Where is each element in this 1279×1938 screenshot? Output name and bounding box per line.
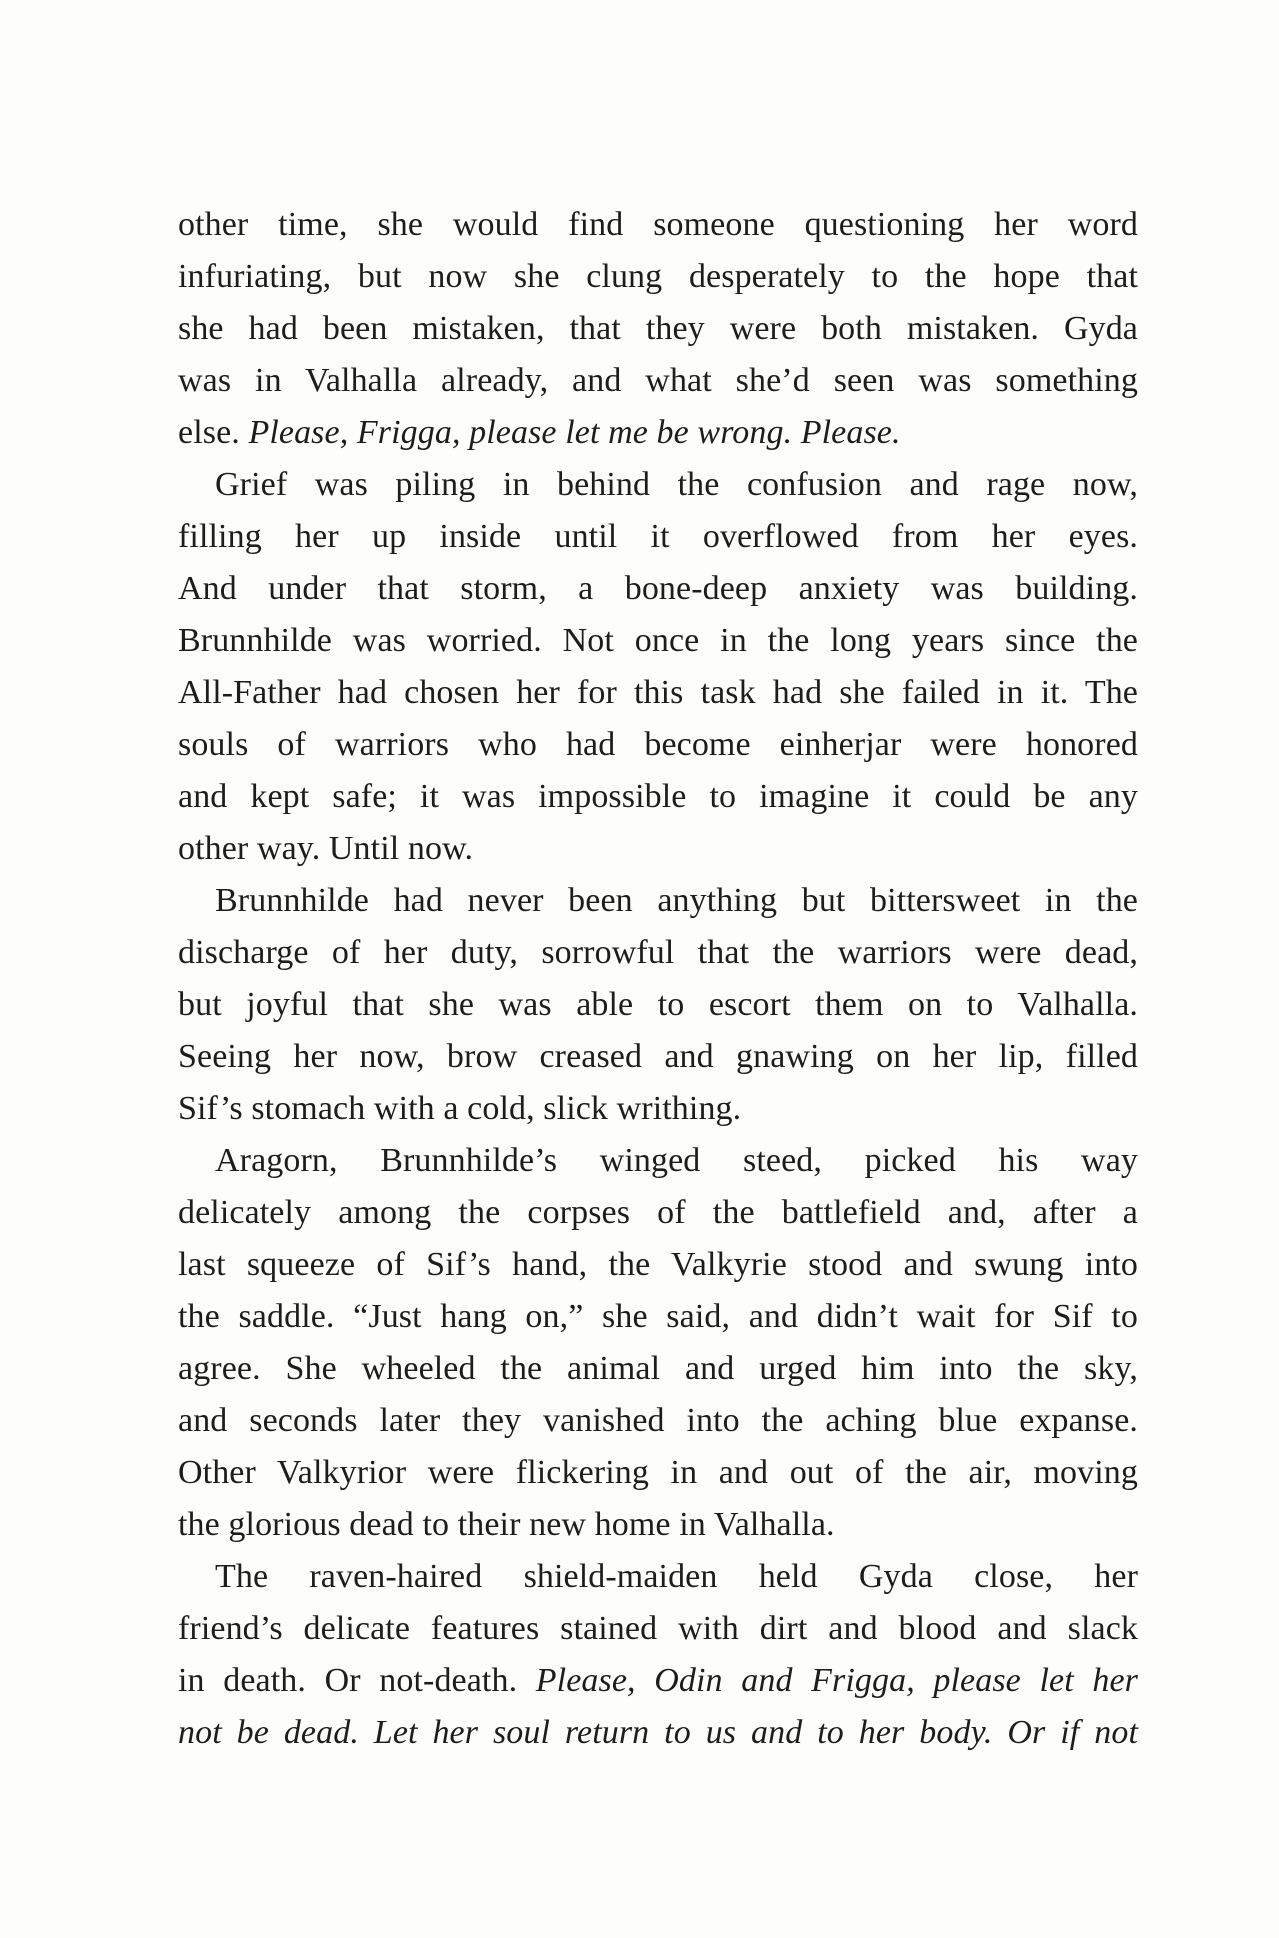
italic-text-segment: not be dead. Let her soul return to us and to her body. Or if not — [178, 1714, 1138, 1751]
text-line-p2-l7 — [178, 771, 1138, 823]
text-segment: Brunnhilde was worried. Not once in the long years since the — [178, 622, 1138, 659]
text-segment: infuriating, but now she clung desperately to the hope that — [178, 258, 1138, 295]
text-line-p5-l2 — [178, 1603, 1138, 1655]
italic-text-segment: Please, Odin and Frigga, please let her — [535, 1662, 1139, 1699]
text-line-p4-l1 — [178, 1135, 1138, 1187]
text-segment: Other Valkyrior were flickering in and out of the air, moving — [178, 1454, 1138, 1491]
text-line-p3-l2 — [178, 927, 1138, 979]
text-line-p2-l3 — [178, 563, 1138, 615]
text-segment: delicately among the corpses of the battlefield and, after a — [178, 1194, 1138, 1231]
text-segment: All-Father had chosen her for this task had she failed in it. The — [178, 674, 1138, 711]
text-line-p1-l3 — [178, 303, 1138, 355]
text-segment: the glorious dead to their new home in Valhalla. — [178, 1506, 835, 1543]
text-line-p4-l7 — [178, 1447, 1138, 1499]
text-segment: filling her up inside until it overflowed from her eyes. — [178, 518, 1138, 555]
text-line-p1-l4 — [178, 355, 1138, 407]
text-line-p5-l3 — [178, 1655, 1138, 1707]
text-line-p4-l2 — [178, 1187, 1138, 1239]
text-segment: discharge of her duty, sorrowful that the warriors were dead, — [178, 934, 1138, 971]
text-segment: friend’s delicate features stained with dirt and blood and slack — [178, 1610, 1138, 1647]
text-line-p3-l5 — [178, 1083, 1138, 1135]
text-line-p4-l3 — [178, 1239, 1138, 1291]
text-segment: other way. Until now. — [178, 830, 474, 867]
text-line-p2-l1 — [178, 459, 1138, 511]
text-line-p1-l5 — [178, 407, 1138, 459]
text-segment: Brunnhilde had never been anything but bittersweet in the — [215, 882, 1138, 919]
text-segment: The raven-haired shield-maiden held Gyda close, her — [215, 1558, 1138, 1595]
text-segment: and seconds later they vanished into the aching blue expanse. — [178, 1402, 1138, 1439]
text-segment: in death. Or not-death. — [178, 1662, 536, 1699]
text-segment: souls of warriors who had become einherjar were honored — [178, 726, 1138, 763]
text-segment: and kept safe; it was impossible to imagine it could be any — [178, 778, 1138, 815]
text-line-p2-l2 — [178, 511, 1138, 563]
text-segment: she had been mistaken, that they were both mistaken. Gyda — [178, 310, 1138, 347]
text-line-p5-l4 — [178, 1707, 1138, 1759]
text-segment: was in Valhalla already, and what she’d seen was something — [178, 362, 1138, 399]
text-line-p1-l1 — [178, 199, 1138, 251]
text-segment: agree. She wheeled the animal and urged him into the sky, — [178, 1350, 1138, 1387]
text-line-p1-l2 — [178, 251, 1138, 303]
text-line-p3-l4 — [178, 1031, 1138, 1083]
text-segment: Seeing her now, brow creased and gnawing on her lip, filled — [178, 1038, 1138, 1075]
text-line-p5-l1 — [178, 1551, 1138, 1603]
text-segment: Aragorn, Brunnhilde’s winged steed, picked his way — [215, 1142, 1138, 1179]
text-segment: And under that storm, a bone-deep anxiety was building. — [178, 570, 1138, 607]
text-segment: Sif’s stomach with a cold, slick writhing. — [178, 1090, 742, 1127]
body-text-block — [178, 199, 1138, 1759]
text-segment: Grief was piling in behind the confusion and rage now, — [215, 466, 1138, 503]
text-segment: other time, she would find someone questioning her word — [178, 206, 1138, 243]
text-segment: the saddle. “Just hang on,” she said, and didn’t wait for Sif to — [178, 1298, 1138, 1335]
text-line-p2-l4 — [178, 615, 1138, 667]
text-line-p4-l8 — [178, 1499, 1138, 1551]
text-line-p4-l6 — [178, 1395, 1138, 1447]
text-segment: but joyful that she was able to escort them on to Valhalla. — [178, 986, 1138, 1023]
text-line-p2-l8 — [178, 823, 1138, 875]
text-line-p2-l5 — [178, 667, 1138, 719]
text-line-p4-l5 — [178, 1343, 1138, 1395]
text-line-p2-l6 — [178, 719, 1138, 771]
text-line-p3-l1 — [178, 875, 1138, 927]
text-line-p4-l4 — [178, 1291, 1138, 1343]
text-segment: else. — [178, 414, 249, 451]
text-segment: last squeeze of Sif’s hand, the Valkyrie stood and swung into — [178, 1246, 1138, 1283]
text-line-p3-l3 — [178, 979, 1138, 1031]
italic-text-segment: Please, Frigga, please let me be wrong. Please. — [248, 414, 901, 451]
